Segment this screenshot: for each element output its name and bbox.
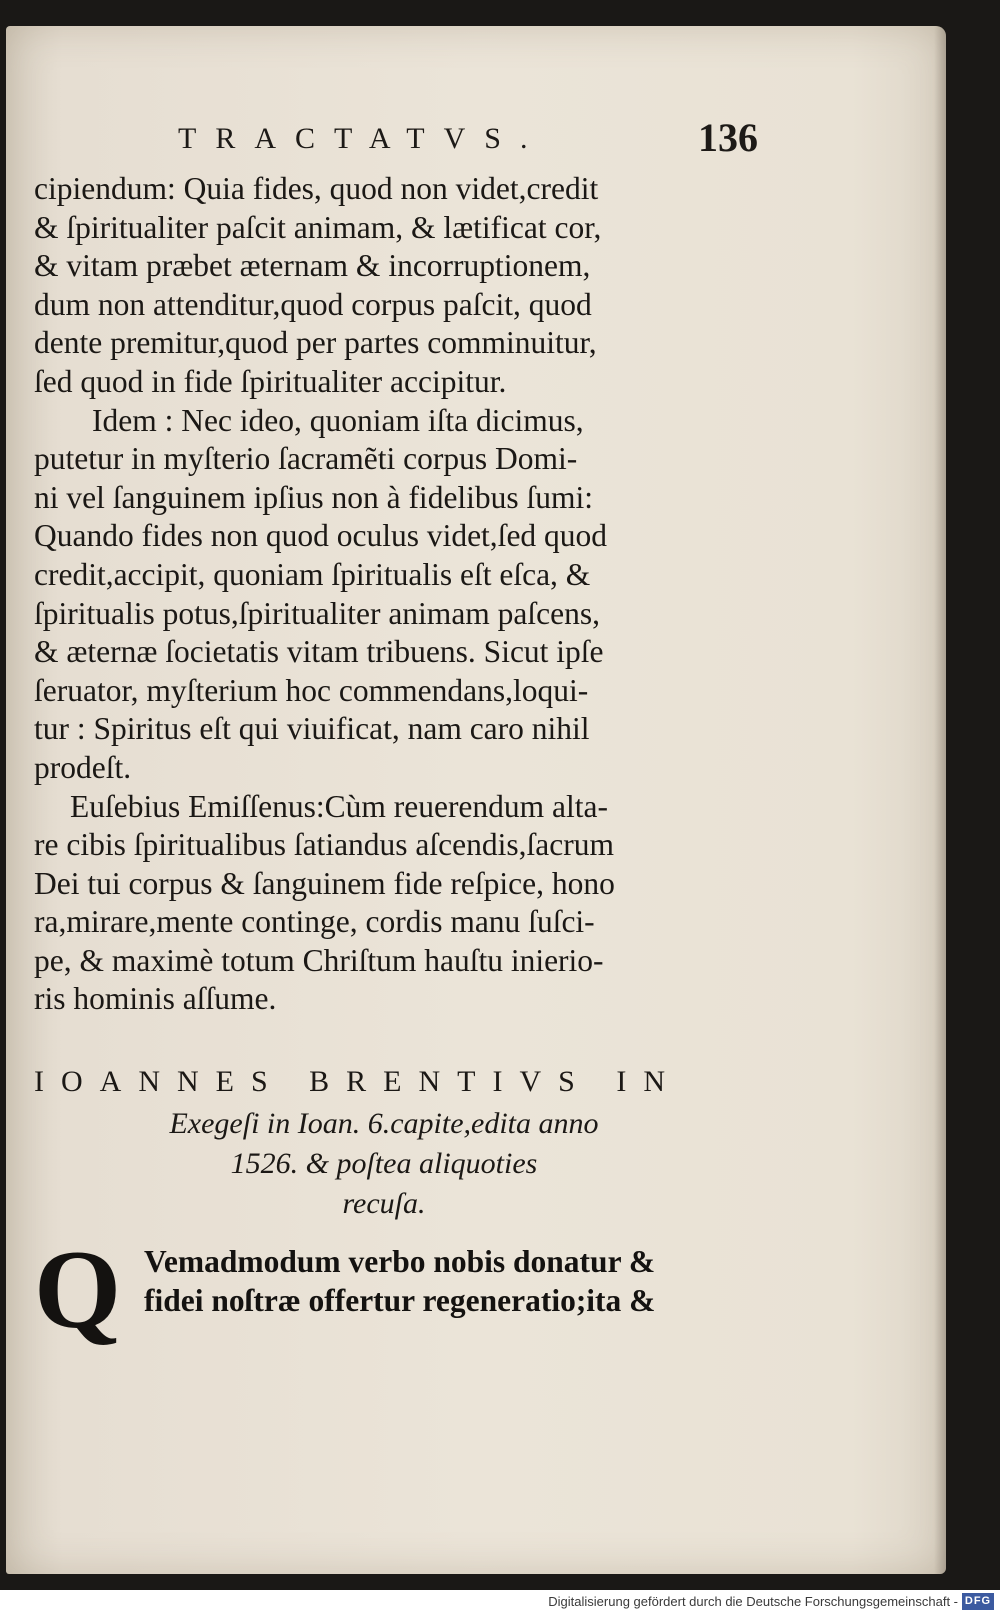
text-line: ra,mirare,mente contingе, cordis manu ſuſci- <box>34 904 595 940</box>
body-text <box>34 170 734 1019</box>
heading-italic-line: Exegeſi in Ioan. 6.capite,edita anno <box>169 1107 599 1140</box>
text-line: Quando fides non quod oculus videt,ſed quod <box>34 518 608 554</box>
heading-italic-line: 1526. & poſtea aliquoties <box>230 1147 538 1180</box>
section-heading <box>34 1060 734 1224</box>
text-line: cipiendum: Quia fides, quod non videt,credit <box>34 171 599 206</box>
text-line: ni vel ſanguinem ipſius non à fidelibus ſumi: <box>34 479 594 515</box>
text-line: dente premitur,quod per partes comminuitur, <box>34 325 597 361</box>
heading-caps-line: IOANNES BRENTIVS IN <box>34 1065 682 1098</box>
digitization-footer <box>0 1590 1000 1613</box>
running-head-title: TRACTATVS. <box>178 122 547 155</box>
text-line: putetur in myſterio ſacramẽti corpus Domi- <box>34 441 578 477</box>
heading-italic-line: recuſa. <box>342 1187 426 1220</box>
text-line: pe, & maximè totum Chriſtum hauſtu inierio- <box>34 942 604 978</box>
text-line: dum non attenditur,quod corpus paſcit, quod <box>34 286 592 322</box>
text-line: Idem : Nec ideo, quoniam iſta dicimus, <box>92 402 584 438</box>
text-line: re cibis ſpiritualibus ſatiandus aſcendis,ſacrum <box>34 827 614 863</box>
text-line: fidei noſtræ offertur regeneratio;ita & <box>144 1283 656 1318</box>
dfg-logo-icon: DFG <box>962 1593 994 1610</box>
text-line: ſed quod in fide ſpiritualiter accipitur. <box>34 363 507 399</box>
text-line: & vitam præbet æternam & incorruptionem, <box>34 248 591 284</box>
text-line: ſeruator, myſterium hoc commendans,loqui- <box>34 672 589 708</box>
initial-paragraph <box>34 1228 734 1352</box>
text-line: prodeſt. <box>34 749 132 785</box>
text-line: & æternæ ſocietatis vitam tribuens. Sicut ipſe <box>34 634 604 670</box>
text-line: tur : Spiritus eſt qui viuificat, nam caro nihil <box>34 711 590 747</box>
text-line: Vemadmodum verbo nobis donatur & <box>144 1244 656 1279</box>
text-line: ſpiritualis potus,ſpiritualiter animam paſcens, <box>34 595 601 631</box>
drop-cap-initial: Q <box>34 1228 122 1352</box>
page-edge-shadow <box>934 26 946 1574</box>
page-number: 136 <box>698 115 758 160</box>
text-line: Euſebius Emiſſenus:Cùm reuerendum alta- <box>70 788 608 824</box>
text-line: Dei tui corpus & ſanguinem fide reſpice, hono <box>34 865 615 901</box>
running-head <box>178 112 758 162</box>
text-line: & ſpiritualiter paſcit animam, & lætificat cor, <box>34 209 602 245</box>
text-line: credit,accipit, quoniam ſpiritualis eſt eſca, & <box>34 556 591 592</box>
footer-credit: Digitalisierung gefördert durch die Deutsche Forschungsgemeinschaft - <box>548 1594 958 1609</box>
text-line: ris hominis aſſume. <box>34 981 277 1017</box>
